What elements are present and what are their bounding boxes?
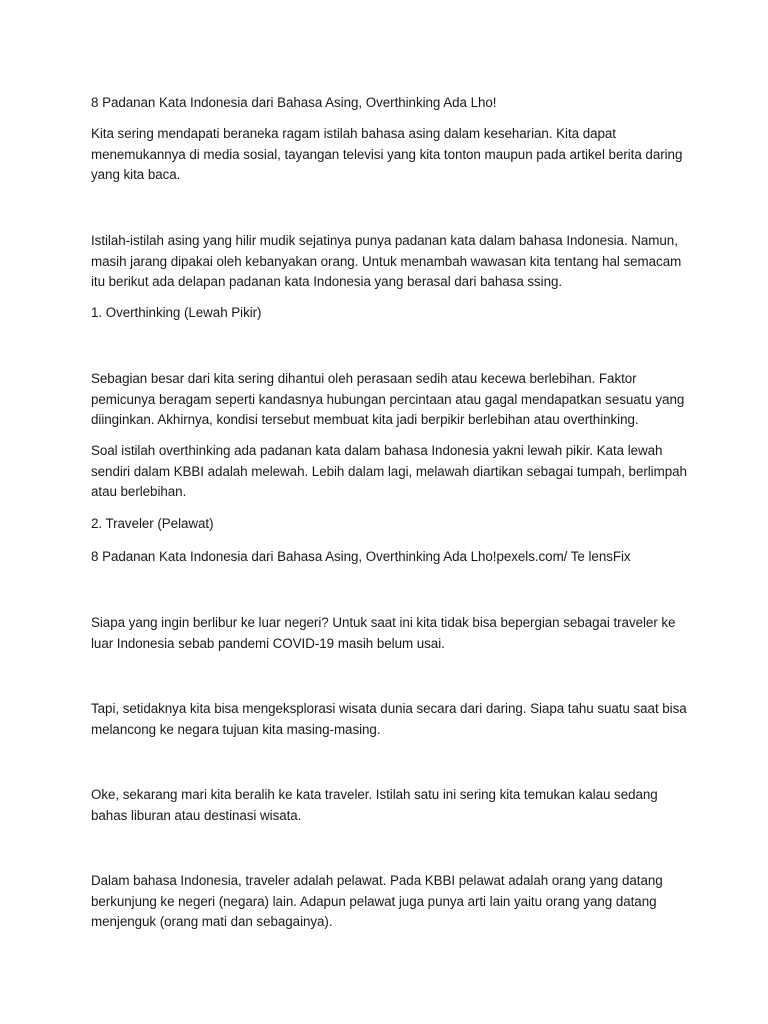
paragraph-lewah-pikir: Soal istilah overthinking ada padanan kata dalam bahasa Indonesia yakni lewah pikir. Kata lewah sendiri dalam KBBI adalah melewah. Lebih dalam lagi, melawah diartikan sebagai tumpah, berlimpah atau berlebihan. [91, 443, 687, 499]
paragraph-foreign-terms: Istilah-istilah asing yang hilir mudik sejatinya punya padanan kata dalam bahasa Indonesia. Namun, masih jarang dipakai oleh kebanyakan orang. Untuk menambah wawasan kita tentang hal semacam itu berikut ada delapan padanan kata Indonesia yang berasal dari bahasa ssing. [91, 233, 682, 289]
paragraph-explore-online: Tapi, setidaknya kita bisa mengeksplorasi wisata dunia secara dari daring. Siapa tahu suatu saat bisa melancong ke negara tujuan kita masing-masing. [91, 701, 687, 737]
paragraph-overthinking-causes: Sebagian besar dari kita sering dihantui oleh perasaan sedih atau kecewa berlebihan. Faktor pemicunya beragam seperti kandasnya hubungan percintaan atau gagal mendapatkan sesuatu yang diinginkan. Akhirnya, kondisi tersebut membuat kita jadi berpikir berlebihan atau overthinking. [91, 371, 685, 427]
paragraph-intro: Kita sering mendapati beraneka ragam istilah bahasa asing dalam keseharian. Kita dapat menemukannya di media sosial, tayangan televisi yang kita tonton maupun pada artikel berita daring yang kita baca. [91, 126, 683, 182]
document-title: 8 Padanan Kata Indonesia dari Bahasa Asing, Overthinking Ada Lho! [91, 95, 497, 110]
heading-traveler: 2. Traveler (Pelawat) [91, 516, 214, 531]
paragraph-travel-abroad: Siapa yang ingin berlibur ke luar negeri? Untuk saat ini kita tidak bisa bepergian sebagai traveler ke luar Indonesia sebab pandemi COVID-19 masih belum usai. [91, 615, 676, 651]
heading-overthinking: 1. Overthinking (Lewah Pikir) [91, 305, 262, 320]
image-caption: 8 Padanan Kata Indonesia dari Bahasa Asing, Overthinking Ada Lho!pexels.com/ Te lensFix [91, 549, 631, 564]
paragraph-pelawat: Dalam bahasa Indonesia, traveler adalah pelawat. Pada KBBI pelawat adalah orang yang datang berkunjung ke negeri (negara) lain. Adapun pelawat juga punya arti lain yaitu orang yang datang menjenguk (orang mati dan sebagainya). [91, 873, 663, 929]
paragraph-traveler-term: Oke, sekarang mari kita beralih ke kata traveler. Istilah satu ini sering kita temukan kalau sedang bahas liburan atau destinasi wisata. [91, 787, 658, 823]
